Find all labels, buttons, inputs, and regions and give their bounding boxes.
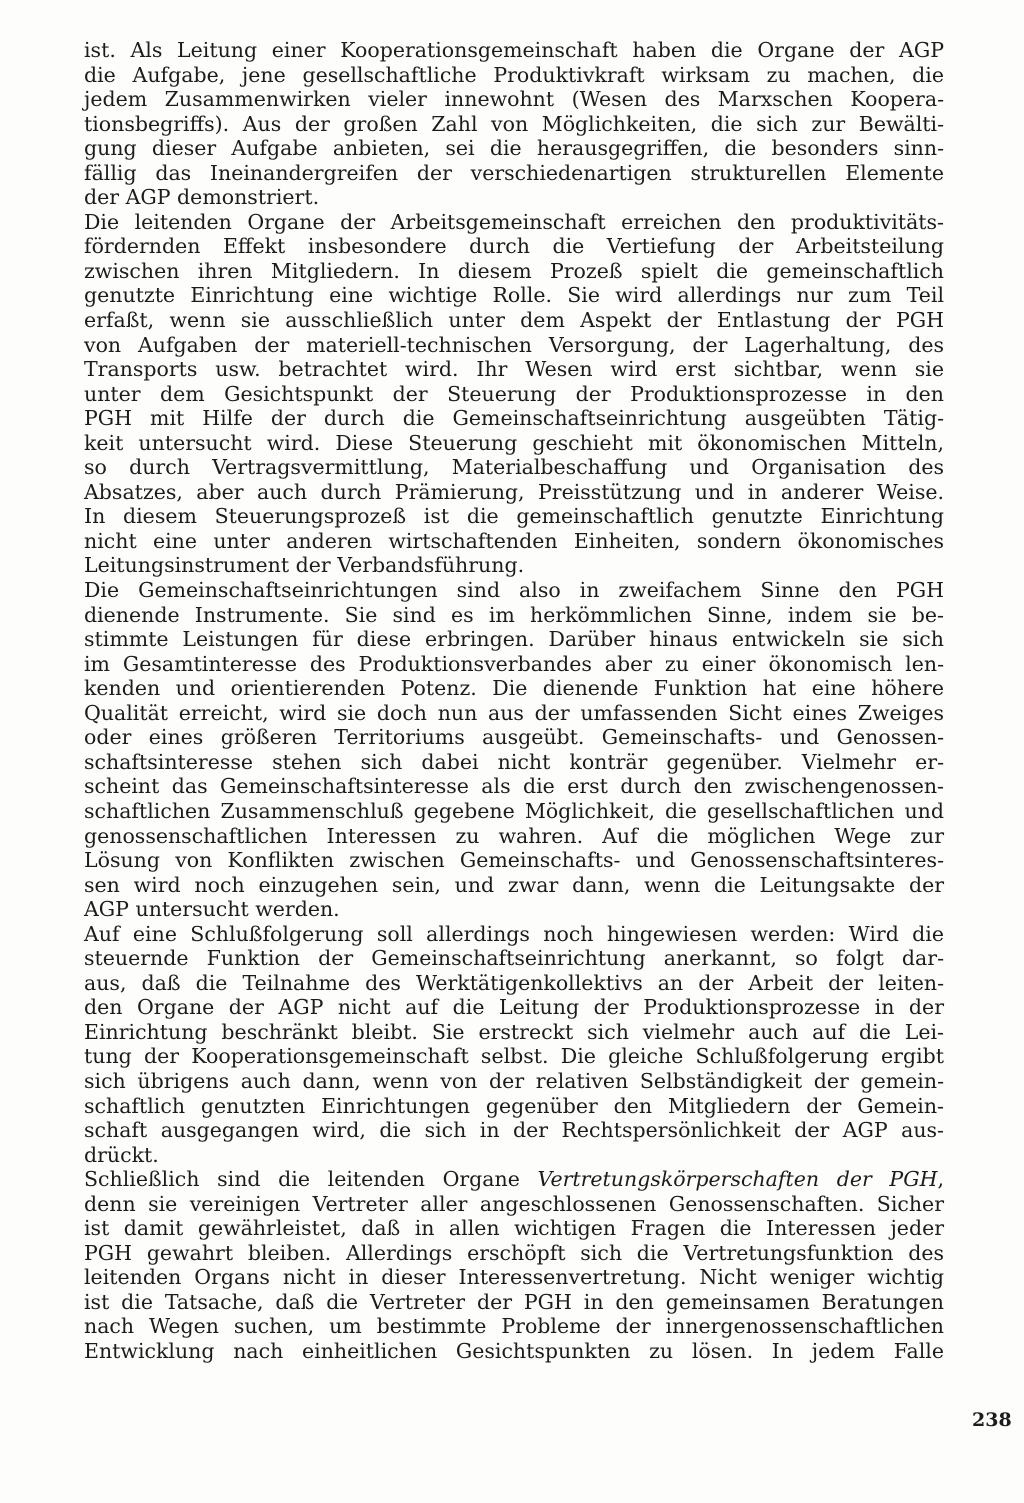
- text-line: ist die Tatsache, daß die Vertreter der PGH in den gemeinsamen Beratungen: [84, 1289, 944, 1314]
- text-line: PGH mit Hilfe der durch die Gemeinschaftseinrichtung ausgeübten Tätig-: [84, 406, 944, 431]
- text-line: denn sie vereinigen Vertreter aller angeschlossenen Genossenschaften. Sicher: [84, 1191, 944, 1216]
- text-line: fördernden Effekt insbesondere durch die Vertiefung der Arbeitsteilung: [84, 234, 944, 259]
- text-line: so durch Vertragsvermittlung, Materialbeschaffung und Organisation des: [84, 455, 944, 480]
- text-line: den Organe der AGP nicht auf die Leitung der Produktionsprozesse in der: [84, 995, 944, 1020]
- text-line: schaftlich genutzten Einrichtungen gegenüber den Mitgliedern der Gemein-: [84, 1093, 944, 1118]
- text-line: leitenden Organs nicht in dieser Interessenvertretung. Nicht weniger wichtig: [84, 1265, 944, 1290]
- text-line: schaft ausgegangen wird, die sich in der Rechtspersönlichkeit der AGP aus-: [84, 1118, 944, 1143]
- text-line: aus, daß die Teilnahme des Werktätigenkollektivs an der Arbeit der leiten-: [84, 970, 944, 995]
- text-line: schaftsinteresse stehen sich dabei nicht konträr gegenüber. Vielmehr er-: [84, 749, 944, 774]
- text-line: ist damit gewährleistet, daß in allen wichtigen Fragen die Interessen jeder: [84, 1216, 944, 1241]
- text-line: steuernde Funktion der Gemeinschaftseinrichtung anerkannt, so folgt dar-: [84, 946, 944, 971]
- text-line: unter dem Gesichtspunkt der Steuerung der Produktionsprozesse in den: [84, 381, 944, 406]
- text-line: Einrichtung beschränkt bleibt. Sie erstreckt sich vielmehr auch auf die Lei-: [84, 1019, 944, 1044]
- text-line: scheint das Gemeinschaftsinteresse als die erst durch den zwischengenossen-: [84, 774, 944, 799]
- text-line: nicht eine unter anderen wirtschaftenden Einheiten, sondern ökonomisches: [84, 528, 944, 553]
- text-line: Auf eine Schlußfolgerung soll allerdings noch hingewiesen werden: Wird die: [84, 921, 944, 946]
- text-line: erfaßt, wenn sie ausschließlich unter dem Aspekt der Entlastung der PGH: [84, 308, 944, 333]
- text-line: die Aufgabe, jene gesellschaftliche Produktivkraft wirksam zu machen, die: [84, 62, 944, 87]
- text-line: im Gesamtinteresse des Produktionsverbandes aber zu einer ökonomisch len-: [84, 651, 944, 676]
- text-line: Qualität erreicht, wird sie doch nun aus der umfassenden Sicht eines Zweiges: [84, 700, 944, 725]
- text-line: schaftlichen Zusammenschluß gegebene Möglichkeit, die gesellschaftlichen und: [84, 798, 944, 823]
- text-line: keit untersucht wird. Diese Steuerung geschieht mit ökonomischen Mitteln,: [84, 430, 944, 455]
- text-line: stimmte Leistungen für diese erbringen. Darüber hinaus entwickeln sie sich: [84, 627, 944, 652]
- text-line: oder eines größeren Territoriums ausgeübt. Gemeinschafts- und Genossen-: [84, 725, 944, 750]
- text-line: genutzte Einrichtung eine wichtige Rolle. Sie wird allerdings nur zum Teil: [84, 283, 944, 308]
- body-text: [84, 38, 944, 1364]
- text-line: Leitungsinstrument der Verbandsführung.: [84, 553, 525, 578]
- text-line: [84, 1167, 944, 1192]
- text-line: Die leitenden Organe der Arbeitsgemeinschaft erreichen den produktivitäts-: [84, 209, 944, 234]
- text-line: Die Gemeinschaftseinrichtungen sind also in zweifachem Sinne den PGH: [84, 578, 944, 603]
- text-line: In diesem Steuerungsprozeß ist die gemeinschaftlich genutzte Einrichtung: [84, 504, 944, 529]
- text-line: AGP untersucht werden.: [84, 897, 340, 922]
- text-run: Schließlich sind die leitenden Organe: [84, 1167, 538, 1192]
- text-line: Entwicklung nach einheitlichen Gesichtspunkten zu lösen. In jedem Falle: [84, 1338, 944, 1363]
- text-line: PGH gewahrt bleiben. Allerdings erschöpft sich die Vertretungsfunktion des: [84, 1240, 944, 1265]
- text-line: Lösung von Konflikten zwischen Gemeinschafts- und Genossenschaftsinteres-: [84, 848, 944, 873]
- text-line: der AGP demonstriert.: [84, 185, 320, 210]
- text-line: von Aufgaben der materiell-technischen Versorgung, der Lagerhaltung, des: [84, 332, 944, 357]
- page-number: 238: [972, 1409, 1012, 1431]
- text-line: dienende Instrumente. Sie sind es im herkömmlichen Sinne, indem sie be-: [84, 602, 944, 627]
- text-run: ,: [937, 1167, 944, 1192]
- text-line: sen wird noch einzugehen sein, und zwar dann, wenn die Leitungsakte der: [84, 872, 944, 897]
- text-line: kenden und orientierenden Potenz. Die dienende Funktion hat eine höhere: [84, 676, 944, 701]
- text-line: jedem Zusammenwirken vieler innewohnt (Wesen des Marxschen Koopera-: [84, 87, 944, 112]
- text-line: genossenschaftlichen Interessen zu wahren. Auf die möglichen Wege zur: [84, 823, 944, 848]
- text-line: gung dieser Aufgabe anbieten, sei die herausgegriffen, die besonders sinn-: [84, 136, 944, 161]
- text-line: tionsbegriffs). Aus der großen Zahl von Möglichkeiten, die sich zur Bewälti-: [84, 111, 944, 136]
- text-line: drückt.: [84, 1142, 159, 1167]
- text-line: Transports usw. betrachtet wird. Ihr Wesen wird erst sichtbar, wenn sie: [84, 357, 944, 382]
- text-line: Absatzes, aber auch durch Prämierung, Preisstützung und in anderer Weise.: [84, 479, 944, 504]
- text-line: sich übrigens auch dann, wenn von der relativen Selbständigkeit der gemein-: [84, 1068, 944, 1093]
- text-line: ist. Als Leitung einer Kooperationsgemeinschaft haben die Organe der AGP: [84, 38, 944, 62]
- italic-text-run: Vertretungskörperschaften der PGH: [537, 1167, 938, 1192]
- text-line: tung der Kooperationsgemeinschaft selbst. Die gleiche Schlußfolgerung ergibt: [84, 1044, 944, 1069]
- text-line: fällig das Ineinandergreifen der verschiedenartigen strukturellen Elemente: [84, 160, 944, 185]
- text-line: nach Wegen suchen, um bestimmte Probleme der innergenossenschaftlichen: [84, 1314, 944, 1339]
- text-line: zwischen ihren Mitgliedern. In diesem Prozeß spielt die gemeinschaftlich: [84, 258, 944, 283]
